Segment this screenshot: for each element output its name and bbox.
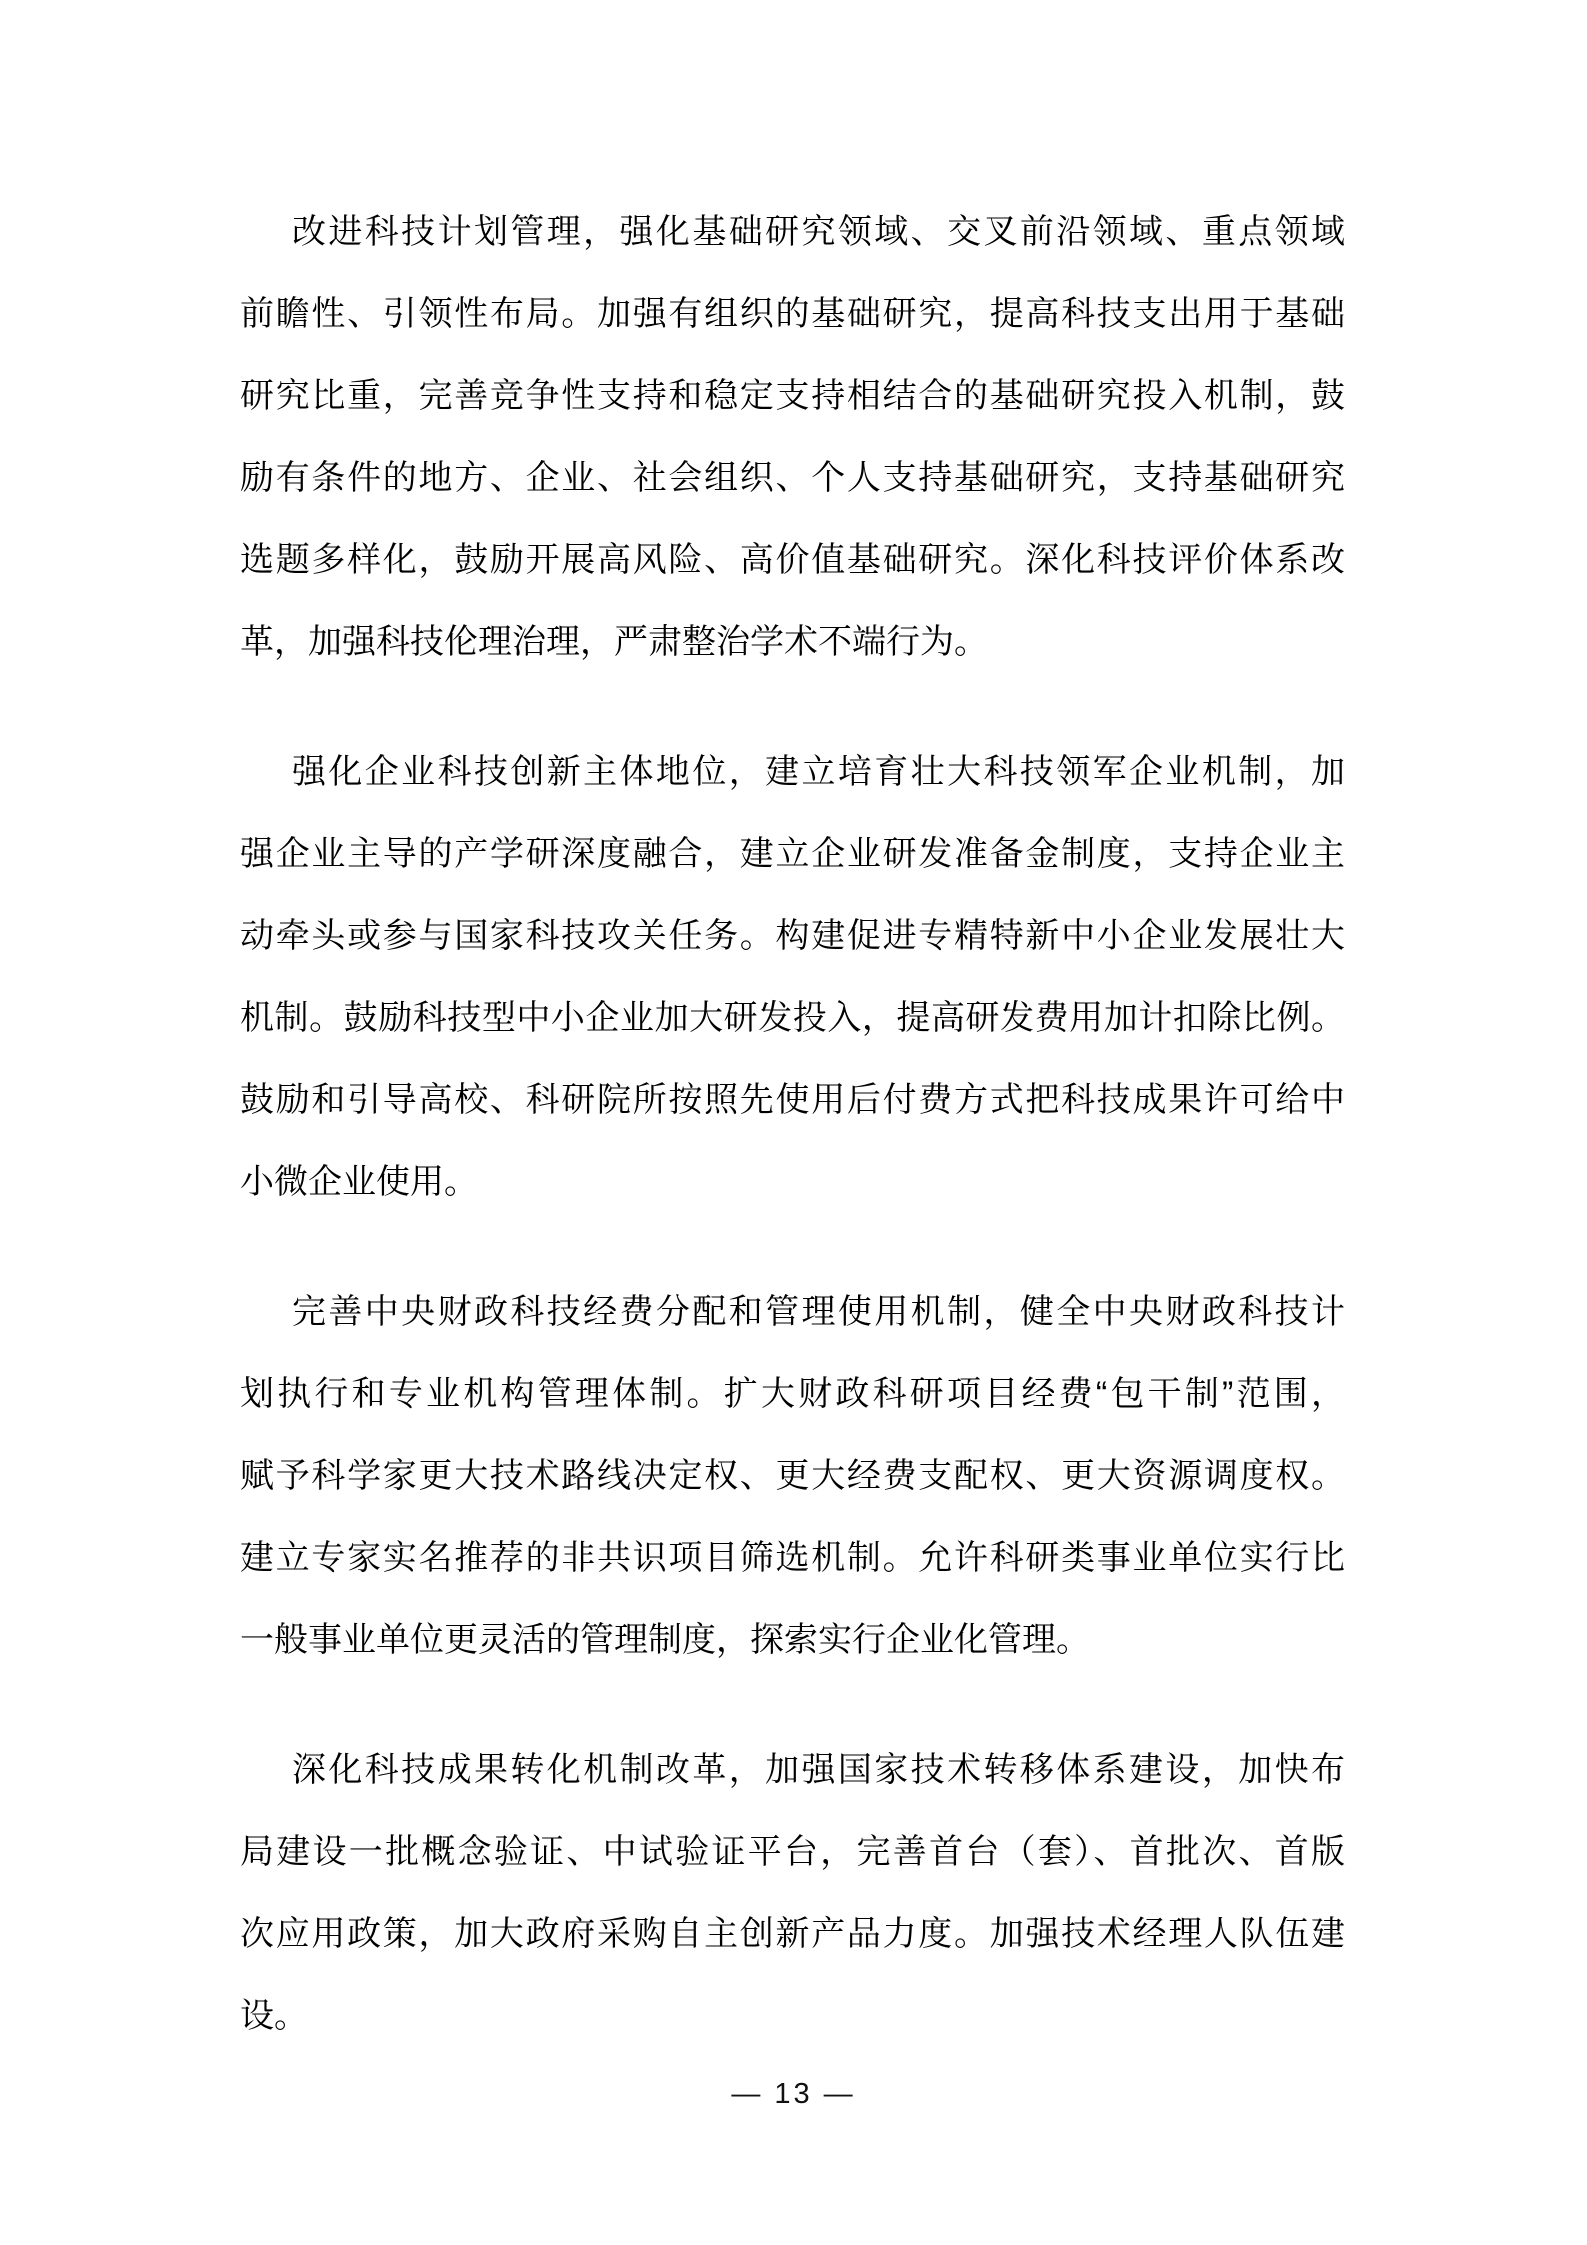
text-line: 小微企业使用。 bbox=[240, 1163, 478, 1201]
paragraph bbox=[240, 1271, 1345, 1681]
text-line: 建立专家实名推荐的非共识项目筛选机制。允许科研类事业单位实行比 bbox=[240, 1539, 1345, 1577]
paragraph bbox=[240, 731, 1345, 1223]
paragraph bbox=[240, 1729, 1345, 2057]
text-line: 一般事业单位更灵活的管理制度，探索实行企业化管理。 bbox=[240, 1621, 1090, 1659]
text-line: 完善中央财政科技经费分配和管理使用机制，健全中央财政科技计 bbox=[292, 1293, 1345, 1331]
text-line: 前瞻性、引领性布局。加强有组织的基础研究，提高科技支出用于基础 bbox=[240, 295, 1345, 333]
paragraph bbox=[240, 191, 1345, 683]
text-line: 研究比重，完善竞争性支持和稳定支持相结合的基础研究投入机制，鼓 bbox=[240, 377, 1345, 415]
document-body bbox=[240, 191, 1345, 2105]
text-line: 设。 bbox=[240, 1997, 308, 2035]
text-line: 深化科技成果转化机制改革，加强国家技术转移体系建设，加快布 bbox=[292, 1751, 1345, 1789]
text-line: 赋予科学家更大技术路线决定权、更大经费支配权、更大资源调度权。 bbox=[240, 1457, 1345, 1495]
text-line: 划执行和专业机构管理体制。扩大财政科研项目经费“包干制”范围， bbox=[240, 1375, 1345, 1413]
text-line: 次应用政策，加大政府采购自主创新产品力度。加强技术经理人队伍建 bbox=[240, 1915, 1345, 1953]
text-line: 鼓励和引导高校、科研院所按照先使用后付费方式把科技成果许可给中 bbox=[240, 1081, 1345, 1119]
text-line: 机制。鼓励科技型中小企业加大研发投入，提高研发费用加计扣除比例。 bbox=[240, 999, 1345, 1037]
text-line: 改进科技计划管理，强化基础研究领域、交叉前沿领域、重点领域 bbox=[292, 213, 1345, 251]
text-line: 动牵头或参与国家科技攻关任务。构建促进专精特新中小企业发展壮大 bbox=[240, 917, 1345, 955]
text-line: 励有条件的地方、企业、社会组织、个人支持基础研究，支持基础研究 bbox=[240, 459, 1345, 497]
text-line: 选题多样化，鼓励开展高风险、高价值基础研究。深化科技评价体系改 bbox=[240, 541, 1345, 579]
text-line: 革，加强科技伦理治理，严肃整治学术不端行为。 bbox=[240, 623, 988, 661]
text-line: 局建设一批概念验证、中试验证平台，完善首台（套）、首批次、首版 bbox=[240, 1833, 1345, 1871]
page-number: — 13 — bbox=[731, 2078, 856, 2110]
text-line: 强化企业科技创新主体地位，建立培育壮大科技领军企业机制，加 bbox=[292, 753, 1345, 791]
text-line: 强企业主导的产学研深度融合，建立企业研发准备金制度，支持企业主 bbox=[240, 835, 1345, 873]
